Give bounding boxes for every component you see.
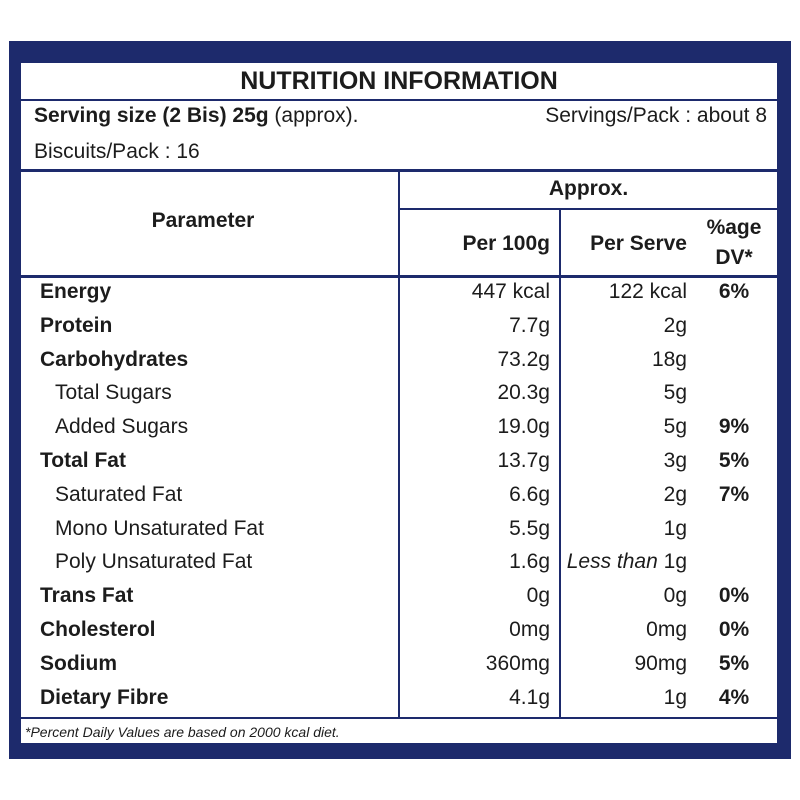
- approx-divider: [399, 208, 777, 210]
- row-name: Poly Unsaturated Fat: [55, 550, 253, 574]
- column-header-per-100g: Per 100g: [462, 232, 550, 255]
- page-title: NUTRITION INFORMATION: [240, 67, 558, 95]
- row-per-100g: 13.7g: [497, 449, 550, 472]
- column-header-dv-line1: %age: [706, 216, 762, 239]
- serving-size-label: Serving size (2 Bis) 25g: [34, 104, 269, 127]
- row-dv: 0%: [718, 584, 750, 608]
- column-divider-per100: [559, 208, 561, 277]
- row-dv: 4%: [718, 685, 750, 709]
- row-name: Energy: [40, 280, 112, 303]
- row-per-serve: 0g: [663, 584, 687, 608]
- row-name: Dietary Fibre: [40, 685, 169, 709]
- nutrition-table: [21, 63, 777, 743]
- row-per-100g: 19.0g: [497, 415, 550, 439]
- row-per-serve: 5g: [663, 381, 687, 405]
- row-per-serve: 18g: [651, 347, 687, 371]
- row-per-serve: 2g: [663, 482, 687, 506]
- row-name: Protein: [40, 313, 113, 337]
- row-name: Trans Fat: [40, 584, 134, 608]
- biscuits-per-pack: Biscuits/Pack : 16: [34, 140, 200, 163]
- serving-size: [34, 105, 358, 126]
- row-per-serve: 3g: [663, 449, 687, 472]
- column-divider-parameter: [398, 171, 400, 277]
- row-per-100g: 7.7g: [509, 313, 550, 337]
- row-name: Mono Unsaturated Fat: [55, 516, 264, 540]
- nutrition-panel: [9, 41, 791, 759]
- row-per-100g: 6.6g: [509, 482, 550, 506]
- row-per-serve: 1g: [663, 685, 687, 709]
- row-dv: 5%: [718, 449, 750, 472]
- column-header-dv-line2: DV*: [715, 246, 753, 269]
- row-per-100g: 5.5g: [509, 516, 550, 540]
- row-name: Sodium: [40, 651, 117, 675]
- row-per-100g: 4.1g: [509, 685, 550, 709]
- row-name: Saturated Fat: [55, 482, 183, 506]
- row-name: Added Sugars: [55, 415, 189, 439]
- row-per-100g: 360mg: [485, 651, 550, 675]
- row-dv: 0%: [718, 618, 750, 641]
- footer-divider: [21, 717, 777, 719]
- title-divider: [21, 99, 777, 101]
- row-per-serve: [561, 551, 687, 572]
- row-per-serve: 2g: [663, 313, 687, 337]
- row-per-100g: 0g: [526, 584, 550, 608]
- footnote: *Percent Daily Values are based on 2000 kcal diet.: [25, 724, 340, 740]
- row-per-serve-value: 1g: [663, 550, 687, 574]
- row-per-serve: 90mg: [634, 651, 687, 675]
- row-name: Carbohydrates: [40, 347, 189, 371]
- row-per-100g: 0mg: [509, 618, 550, 641]
- row-name: Total Fat: [40, 449, 126, 472]
- row-per-serve-prefix: Less than: [566, 550, 658, 574]
- row-per-100g: 1.6g: [509, 550, 550, 574]
- row-per-serve: 0mg: [646, 618, 687, 641]
- servings-per-pack: Servings/Pack : about 8: [545, 104, 767, 127]
- row-per-100g: 20.3g: [497, 381, 550, 405]
- row-dv: 9%: [718, 415, 750, 439]
- column-header-per-serve: Per Serve: [590, 232, 687, 255]
- row-dv: 7%: [718, 482, 750, 506]
- row-dv: 6%: [718, 280, 750, 303]
- row-name: Total Sugars: [55, 381, 172, 405]
- row-per-100g: 73.2g: [497, 347, 550, 371]
- column-header-approx: Approx.: [548, 177, 629, 200]
- serving-size-approx: (approx).: [268, 104, 359, 127]
- row-name: Cholesterol: [40, 618, 156, 641]
- row-per-serve: 1g: [663, 516, 687, 540]
- column-header-parameter: Parameter: [151, 209, 255, 232]
- row-dv: 5%: [718, 651, 750, 675]
- row-per-serve: 5g: [663, 415, 687, 439]
- row-per-serve: 122 kcal: [608, 280, 687, 303]
- row-per-100g: 447 kcal: [471, 280, 550, 303]
